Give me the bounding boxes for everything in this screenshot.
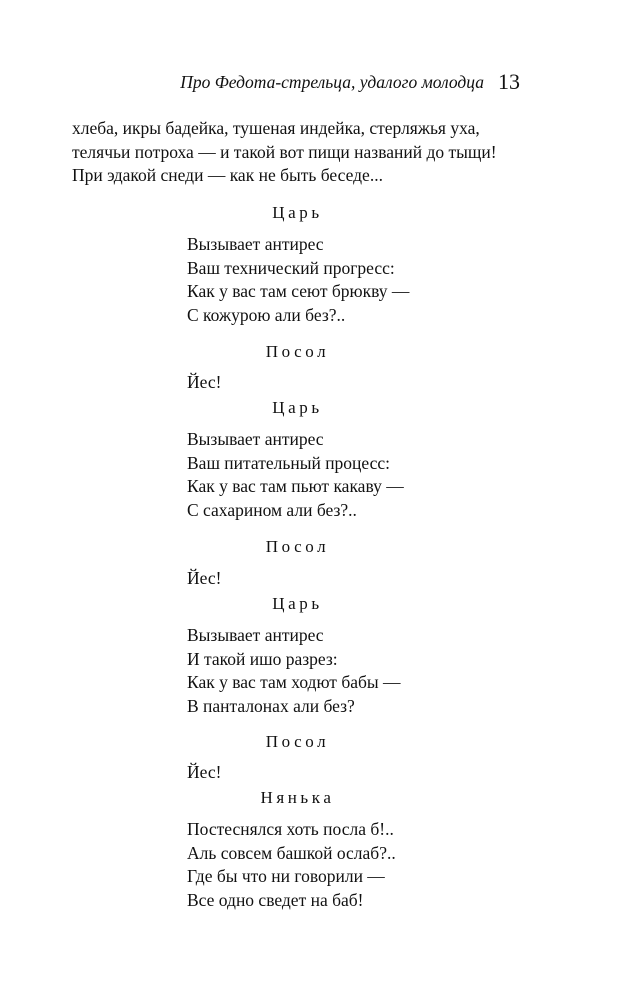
speaker-name: Посол [265, 342, 330, 361]
speaker-name: Царь [272, 594, 323, 613]
speaker-name: Царь [272, 398, 323, 417]
speaker-name: Царь [272, 203, 323, 222]
verse-line: Йес! [187, 372, 222, 392]
verse-stanza [187, 233, 409, 327]
verse-line: Где бы что ни говорили — [187, 866, 385, 886]
verse-line: Ваш питательный процесс: [187, 452, 391, 473]
verse-line: С сахарином али без?.. [187, 499, 357, 520]
verse-line: Ваш технический прогресс: [187, 257, 395, 278]
verse-line: Как у вас там сеют брюкву — [187, 281, 410, 301]
verse-line: С кожурою али без?.. [187, 304, 346, 325]
speaker-name: Посол [265, 732, 330, 751]
verse-line: Все одно сведет на баб! [187, 889, 364, 910]
verse-line: В панталонах али без? [187, 695, 355, 716]
verse-line: Йес! [187, 762, 222, 782]
verse-line: Вызывает антирес [187, 429, 324, 449]
verse-stanza [187, 428, 404, 522]
verse-line: Как у вас там ходют бабы — [187, 672, 401, 692]
speaker-name: Посол [265, 537, 330, 556]
verse-line: И такой ишо разрез: [187, 648, 338, 669]
verse-line: Постеснялся хоть посла б!.. [187, 819, 394, 839]
verse-stanza [187, 371, 221, 395]
verse-line: Вызывает антирес [187, 625, 324, 645]
verse-stanza [187, 567, 221, 591]
verse-stanza [187, 761, 221, 785]
verse-line: Йес! [187, 568, 222, 588]
speaker-name: Нянька [260, 788, 335, 807]
prose-line: телячьи потроха — и такой вот пищи названий до тыщи! [72, 141, 497, 162]
verse-line: Вызывает антирес [187, 234, 324, 254]
prose-paragraph [72, 117, 532, 188]
page-number: 13 [498, 69, 520, 94]
running-title: Про Федота-стрельца, удалого молодца [180, 72, 484, 92]
verse-stanza [187, 624, 401, 718]
verse-stanza [187, 818, 396, 912]
prose-line: хлеба, икры бадейка, тушеная индейка, стерляжья уха, [72, 118, 480, 138]
verse-line: Как у вас там пьют какаву — [187, 476, 404, 496]
prose-line: При эдакой снеди — как не быть беседе... [72, 165, 383, 185]
verse-line: Аль совсем башкой ослаб?.. [187, 842, 396, 863]
running-header [0, 68, 520, 94]
